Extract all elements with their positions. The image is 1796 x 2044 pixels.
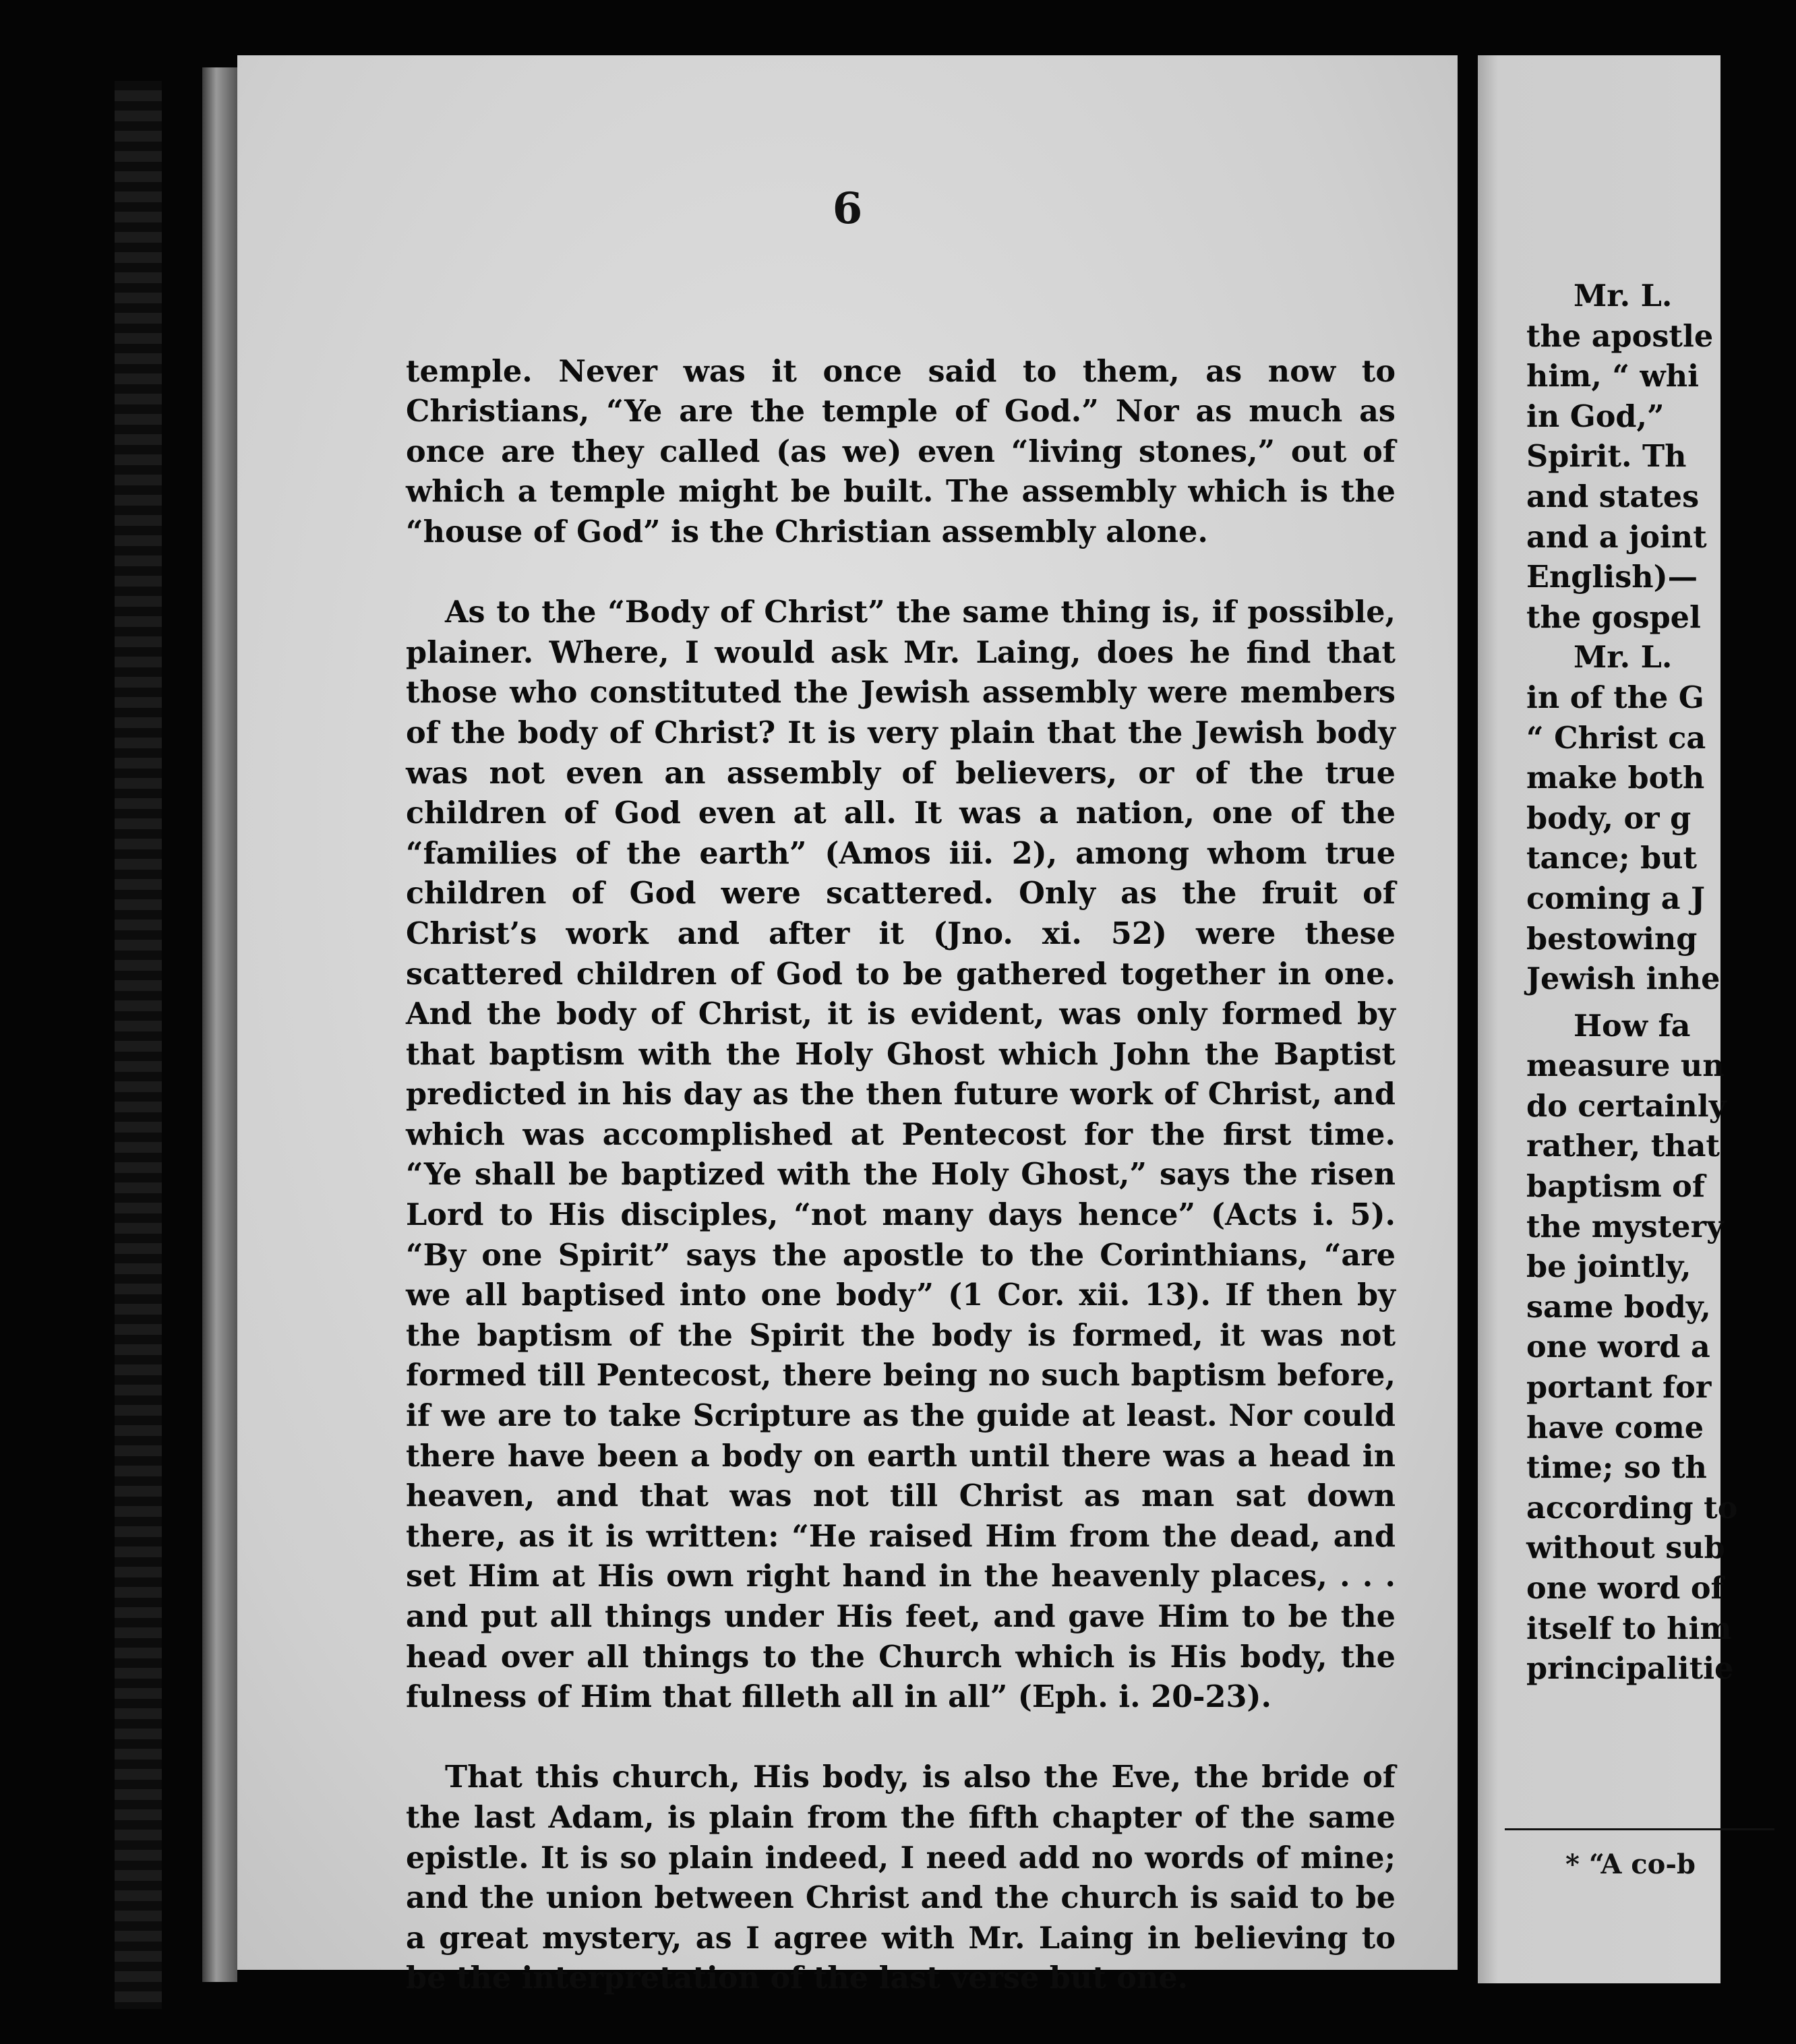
right-page-line: in of the G <box>1526 680 1704 715</box>
right-page-line: Mr. L. <box>1574 278 1673 313</box>
right-page-line: same body, <box>1526 1289 1711 1325</box>
right-page-line: the apostle <box>1526 318 1714 354</box>
right-page-line: one word a <box>1526 1329 1710 1365</box>
left-page <box>237 55 1458 1996</box>
right-page-line: and a joint <box>1526 519 1707 555</box>
paragraph-2: As to the “Body of Christ” the same thing is, if possible, plainer. Where, I would ask Mr. Laing, does he find that those who constituted the Jewish assembly were members of the body of Christ? It is very plain that the Jewish body was not even an assembly of believers, or of the true children of God even at all. It was a nation, one of the “families of the earth” (Amos iii. 2), among whom true children of God were scattered. Only as the fruit of Christ’s work and after it (Jno. xi. 52) were these scattered children of God to be gathered together in one. And the body of Christ, it is evident, was only formed by that baptism with the Holy Ghost which John the Baptist predicted in his day as the then future work of Christ, and which was accomplished at Pentecost for the first time. “Ye shall be baptized with the Holy Ghost,” says the risen Lord to His disciples, “not many days hence” (Acts i. 5). “By one Spirit” says the apostle to the Corinthians, “are we all baptised into one body” (1 Cor. xii. 13). If then by the baptism of the Spirit the body is formed, it was not formed till Pentecost, there being no such baptism before, if we are to take Scripture as the guide at least. Nor could there have been a body on earth until there was a head in heaven, and that was not till Christ as man sat down there, as it is written: “He raised Him from the dead, and set Him at His own right hand in the heavenly places, . . . and put all things under His feet, and gave Him to be the head over all things to the Church which is His body, the fulness of Him that filleth all in all” (Eph. i. 20-23). <box>406 595 1396 1715</box>
right-page-line: How fa <box>1574 1008 1691 1044</box>
body-text <box>406 311 1396 2039</box>
right-page-line: without sub <box>1526 1530 1725 1566</box>
right-page-line: “ Christ ca <box>1526 720 1706 756</box>
right-page-line: have come <box>1526 1410 1704 1445</box>
right-page-line: according to <box>1526 1490 1738 1526</box>
right-page-line: measure un <box>1526 1048 1725 1084</box>
right-page-text <box>1526 276 1796 1689</box>
right-page-line: do certainly <box>1526 1088 1727 1124</box>
footnote-rule <box>1505 1828 1774 1830</box>
right-page-line: Jewish inhe <box>1526 961 1720 997</box>
right-page-line: Mr. L. <box>1574 640 1673 675</box>
right-page-line: body, or g <box>1526 800 1692 836</box>
right-page-line: Spirit. Th <box>1526 439 1687 475</box>
right-page-line: itself to him <box>1526 1611 1732 1646</box>
paragraph-3: That this church, His body, is also the Eve, the bride of the last Adam, is plain from the fifth chapter of the same epistle. It is so plain indeed, I need add no words of mine; and the union between Christ and the church is said to be a great mystery, as I agree with Mr. Laing in believing to be the interpretation of the last verse but one. <box>406 1760 1396 1996</box>
right-page-line: the gospel <box>1526 599 1701 635</box>
right-page-line: bestowing <box>1526 921 1698 957</box>
right-page-line: portant for <box>1526 1370 1712 1406</box>
right-page-line: baptism of <box>1526 1169 1705 1205</box>
right-page-line: him, “ whi <box>1526 359 1699 394</box>
page-number: 6 <box>832 183 863 234</box>
right-page-line: be jointly, <box>1526 1249 1692 1285</box>
footnote: * “A co-b <box>1565 1848 1696 1880</box>
right-page-line: rather, that <box>1526 1129 1720 1164</box>
right-page-line: one word of <box>1526 1571 1724 1606</box>
right-page-line: principalitie <box>1526 1651 1734 1687</box>
right-page-line: make both <box>1526 760 1705 796</box>
right-page-line: the mystery <box>1526 1209 1724 1244</box>
book-gutter <box>202 67 237 1982</box>
right-page-line: tance; but <box>1526 841 1698 876</box>
film-edge <box>115 81 162 2009</box>
right-page-line: English)— <box>1526 560 1698 595</box>
right-page <box>1478 55 1738 1983</box>
right-page-line: and states <box>1526 479 1700 514</box>
right-page-line: in God,” <box>1526 398 1665 434</box>
right-page-line: time; so th <box>1526 1450 1707 1486</box>
paragraph-1: temple. Never was it once said to them, as now to Christians, “Ye are the temple of God.” Nor as much as once are they called (as we) even “living stones,” out of which a temple might be built. The assembly which is the “house of God” is the Christian assembly alone. <box>406 353 1396 549</box>
right-page-line: coming a J <box>1526 880 1706 916</box>
